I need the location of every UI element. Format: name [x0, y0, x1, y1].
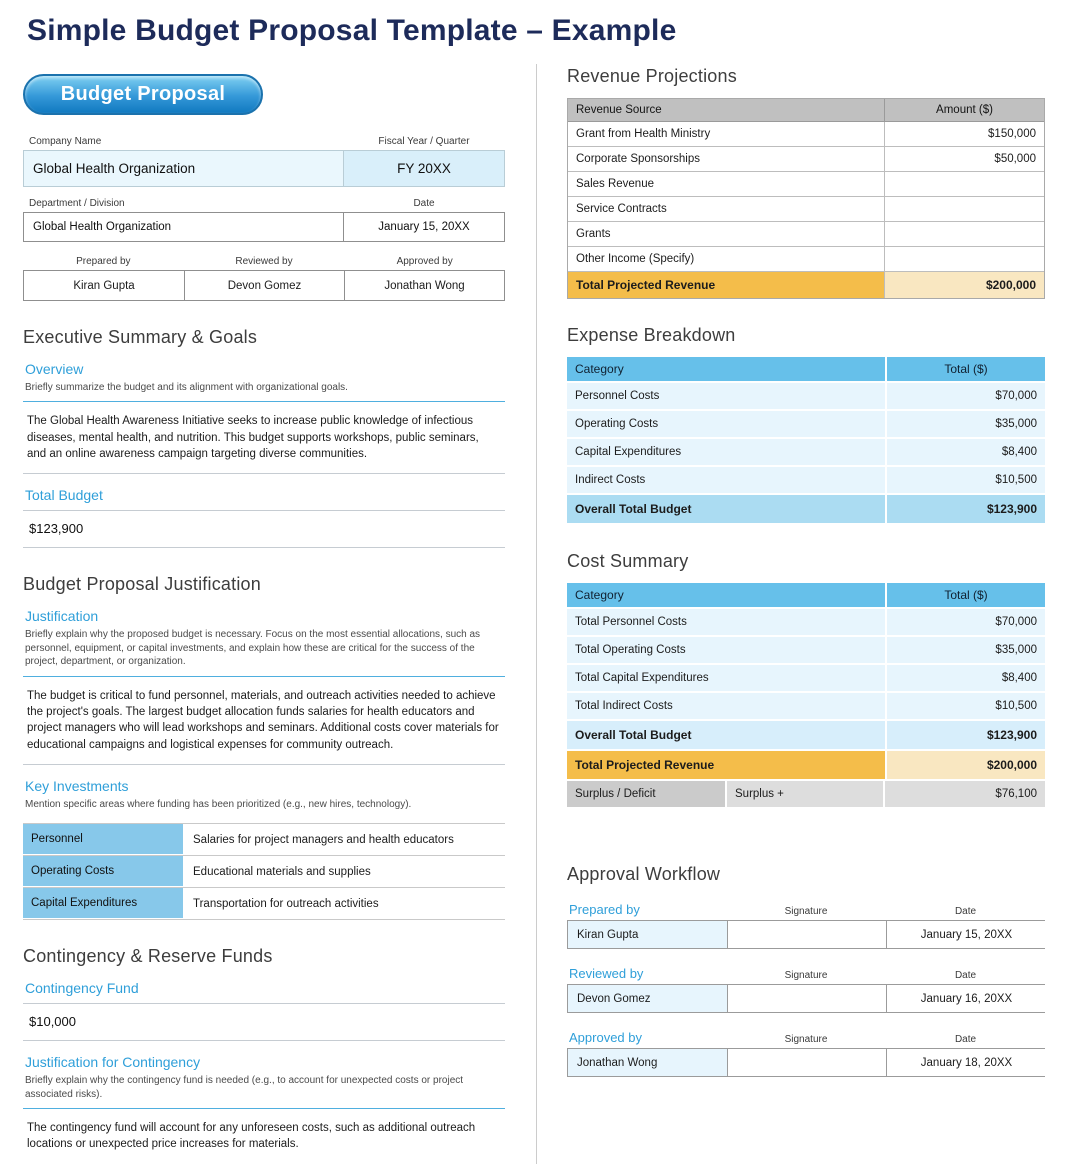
- revenue-total-label: Total Projected Revenue: [568, 272, 884, 298]
- date-label: Date: [413, 198, 435, 209]
- signature-label: Signature: [784, 970, 828, 981]
- revenue-projections-heading: Revenue Projections: [567, 66, 737, 86]
- revenue-source-column-header: Revenue Source: [576, 104, 662, 116]
- approved-by-date: January 18, 20XX: [887, 1049, 1046, 1076]
- expense-category-column-header: Category: [575, 362, 624, 376]
- expense-overall-label: Overall Total Budget: [575, 502, 692, 516]
- cost-revenue-value: $200,000: [885, 751, 1045, 779]
- approved-by-name: Jonathan Wong: [568, 1049, 727, 1076]
- surplus-type: Surplus +: [727, 781, 885, 807]
- key-investment-description: Salaries for project managers and health educators: [183, 824, 505, 855]
- cost-overall-row: [567, 721, 1045, 751]
- divider-line: [23, 473, 505, 474]
- expense-row: [567, 411, 1045, 439]
- reviewed-by-date: January 16, 20XX: [887, 985, 1046, 1012]
- key-investment-category: Capital Expenditures: [23, 888, 183, 919]
- contingency-fund-value: $10,000: [29, 1014, 76, 1030]
- revenue-source-cell: Grant from Health Ministry: [576, 128, 711, 140]
- badge-label: Budget Proposal: [60, 83, 226, 105]
- justification-text: The budget is critical to fund personnel, materials, and outreach activities needed to achieve the project's goals. The largest budget allocation funds salaries for health educators and project managers who will lead workshops and seminars. Additional costs cover materials for educational campaigns and logistical expenses for community outreach.: [27, 689, 499, 751]
- date-field[interactable]: January 15, 20XX: [343, 212, 505, 242]
- expense-total-row: [567, 495, 1045, 525]
- cost-revenue-row: [567, 751, 1045, 781]
- cost-summary-row: [567, 693, 1045, 721]
- fiscal-year-label: Fiscal Year / Quarter: [378, 136, 470, 147]
- expense-total-cell: $10,500: [885, 467, 1045, 493]
- revenue-amount-cell[interactable]: [884, 247, 1044, 271]
- total-budget-value: $123,900: [29, 521, 84, 537]
- revenue-row: [568, 122, 1044, 147]
- cost-revenue-label: Total Projected Revenue: [567, 751, 885, 779]
- executive-summary-heading: Executive Summary & Goals: [23, 327, 258, 347]
- prepared-by-role-label: Prepared by: [569, 902, 640, 917]
- company-name-field[interactable]: Global Health Organization: [23, 150, 343, 187]
- surplus-deficit-label: Surplus / Deficit: [567, 781, 727, 807]
- overview-hint: Briefly summarize the budget and its alignment with organizational goals.: [25, 382, 348, 393]
- cost-category-cell: Total Personnel Costs: [575, 616, 687, 628]
- budget-justification-heading: Budget Proposal Justification: [23, 574, 261, 595]
- expense-breakdown-heading: Expense Breakdown: [567, 325, 736, 345]
- surplus-deficit-row: [567, 781, 1045, 809]
- company-name-label: Company Name: [29, 136, 102, 147]
- expense-row: [567, 467, 1045, 495]
- cost-summary-table: [567, 583, 1045, 809]
- prepared-by-field[interactable]: Kiran Gupta: [24, 271, 184, 300]
- contingency-heading: Contingency & Reserve Funds: [23, 946, 273, 967]
- overview-text: The Global Health Awareness Initiative seeks to increase public knowledge of infectious diseases, mental health, and nutrition. This budget supports workshops, public seminars, and an online awareness campaign targeting diverse communities.: [27, 415, 479, 461]
- expense-total-cell: $35,000: [885, 411, 1045, 437]
- cost-summary-table-header: [567, 583, 1045, 609]
- revenue-table: [567, 98, 1045, 299]
- expense-row: [567, 439, 1045, 467]
- revenue-row: [568, 147, 1044, 172]
- revenue-total-row: [568, 272, 1044, 298]
- expense-table: [567, 357, 1045, 525]
- reviewed-by-signature-field[interactable]: [727, 985, 887, 1012]
- prepared-by-date: January 15, 20XX: [887, 921, 1046, 948]
- cost-total-cell: $8,400: [885, 665, 1045, 691]
- revenue-row: [568, 197, 1044, 222]
- left-column: [23, 74, 505, 1164]
- divider-line: [23, 676, 505, 677]
- expense-category-cell: Capital Expenditures: [575, 446, 682, 458]
- total-budget-subheading: Total Budget: [25, 487, 103, 504]
- expense-row: [567, 383, 1045, 411]
- approved-by-signature-field[interactable]: [727, 1049, 887, 1076]
- cost-total-cell: $10,500: [885, 693, 1045, 719]
- revenue-source-cell: Corporate Sponsorships: [576, 153, 701, 165]
- right-column: [567, 66, 1045, 1077]
- date-label: Date: [954, 1034, 977, 1045]
- cost-category-cell: Total Capital Expenditures: [575, 672, 709, 684]
- divider-line: [23, 764, 505, 765]
- expense-table-header: [567, 357, 1045, 383]
- revenue-amount-cell: $50,000: [884, 147, 1044, 171]
- contingency-fund-subheading: Contingency Fund: [25, 980, 139, 997]
- revenue-row: [568, 247, 1044, 272]
- contingency-justification-subheading: Justification for Contingency: [25, 1054, 201, 1071]
- revenue-source-cell: Grants: [576, 228, 611, 240]
- revenue-table-header: [568, 99, 1044, 122]
- key-investment-category: Operating Costs: [23, 856, 183, 887]
- revenue-amount-cell[interactable]: [884, 172, 1044, 196]
- department-field[interactable]: Global Health Organization: [23, 212, 343, 242]
- divider-line: [23, 547, 505, 548]
- signature-label: Signature: [784, 906, 828, 917]
- cost-total-cell: $70,000: [885, 609, 1045, 635]
- revenue-amount-cell[interactable]: [884, 197, 1044, 221]
- cost-summary-row: [567, 637, 1045, 665]
- signature-label: Signature: [784, 1034, 828, 1045]
- reviewed-by-role-label: Reviewed by: [569, 966, 644, 981]
- approved-by-label: Approved by: [396, 256, 453, 267]
- reviewed-by-field[interactable]: Devon Gomez: [184, 271, 344, 300]
- revenue-row: [568, 172, 1044, 197]
- revenue-source-cell: Sales Revenue: [576, 178, 654, 190]
- header-form: [23, 136, 505, 301]
- cost-summary-row: [567, 665, 1045, 693]
- divider-line: [23, 1040, 505, 1041]
- key-investment-description: Transportation for outreach activities: [183, 888, 505, 919]
- prepared-by-signature-field[interactable]: [727, 921, 887, 948]
- approved-by-role-label: Approved by: [569, 1030, 642, 1045]
- key-investments-table: [23, 823, 505, 920]
- expense-total-cell: $70,000: [885, 383, 1045, 409]
- expense-total-cell: $8,400: [885, 439, 1045, 465]
- cost-category-cell: Total Operating Costs: [575, 644, 686, 656]
- cost-total-cell: $35,000: [885, 637, 1045, 663]
- page-title: Simple Budget Proposal Template – Example: [27, 14, 677, 47]
- revenue-amount-cell: $150,000: [884, 122, 1044, 146]
- department-label: Department / Division: [29, 198, 125, 209]
- fiscal-year-field[interactable]: FY 20XX: [343, 150, 505, 187]
- reviewed-by-block: [567, 966, 1045, 1013]
- cost-summary-heading: Cost Summary: [567, 551, 689, 571]
- cost-summary-row: [567, 609, 1045, 637]
- key-investment-category: Personnel: [23, 824, 183, 855]
- reviewed-by-name: Devon Gomez: [568, 985, 727, 1012]
- surplus-value: $76,100: [885, 781, 1045, 807]
- revenue-amount-cell[interactable]: [884, 222, 1044, 246]
- expense-category-cell: Personnel Costs: [575, 390, 660, 402]
- key-investments-subheading: Key Investments: [25, 777, 129, 794]
- key-investments-hint: Mention specific areas where funding has been prioritized (e.g., new hires, technology).: [25, 798, 412, 810]
- revenue-amount-column-header: Amount ($): [884, 99, 1044, 121]
- prepared-by-name: Kiran Gupta: [568, 921, 727, 948]
- revenue-source-cell: Service Contracts: [576, 203, 667, 215]
- expense-category-cell: Operating Costs: [575, 418, 659, 430]
- reviewed-by-label: Reviewed by: [235, 256, 293, 267]
- approved-by-block: [567, 1030, 1045, 1077]
- revenue-source-cell: Other Income (Specify): [576, 253, 695, 265]
- justification-subheading: Justification: [25, 608, 99, 625]
- cost-overall-label: Overall Total Budget: [575, 728, 692, 742]
- prepared-by-block: [567, 902, 1045, 949]
- column-divider: [536, 64, 537, 1164]
- cost-category-cell: Total Indirect Costs: [575, 700, 673, 712]
- date-label: Date: [954, 906, 977, 917]
- expense-overall-value: $123,900: [885, 495, 1045, 523]
- revenue-total-value: $200,000: [884, 272, 1044, 298]
- key-investment-row: [23, 856, 505, 888]
- overview-subheading: Overview: [25, 361, 84, 377]
- revenue-row: [568, 222, 1044, 247]
- divider-line: [23, 401, 505, 402]
- contingency-justification-hint: Briefly explain why the contingency fund is needed (e.g., to account for unexpected costs or project associated risks).: [25, 1075, 464, 1100]
- approval-workflow-heading: Approval Workflow: [567, 864, 721, 884]
- key-investment-row: [23, 888, 505, 920]
- expense-total-column-header: Total ($): [885, 357, 1045, 381]
- budget-proposal-badge: [23, 74, 263, 115]
- divider-line: [23, 1108, 505, 1109]
- cost-overall-value: $123,900: [885, 721, 1045, 749]
- contingency-justification-text: The contingency fund will account for any unforeseen costs, such as additional outreach locations or unexpected price increases for materials.: [27, 1122, 476, 1151]
- key-investment-description: Educational materials and supplies: [183, 856, 505, 887]
- approved-by-field[interactable]: Jonathan Wong: [344, 271, 504, 300]
- expense-category-cell: Indirect Costs: [575, 474, 646, 486]
- justification-hint: Briefly explain why the proposed budget is necessary. Focus on the most essential allocations, such as personnel, equipment, or capital investments, and explain how these are critical for the success of the project, department, or organization.: [25, 629, 481, 668]
- key-investment-row: [23, 824, 505, 856]
- cost-category-column-header: Category: [575, 588, 624, 602]
- cost-total-column-header: Total ($): [885, 583, 1045, 607]
- prepared-by-label: Prepared by: [76, 256, 131, 267]
- date-label: Date: [954, 970, 977, 981]
